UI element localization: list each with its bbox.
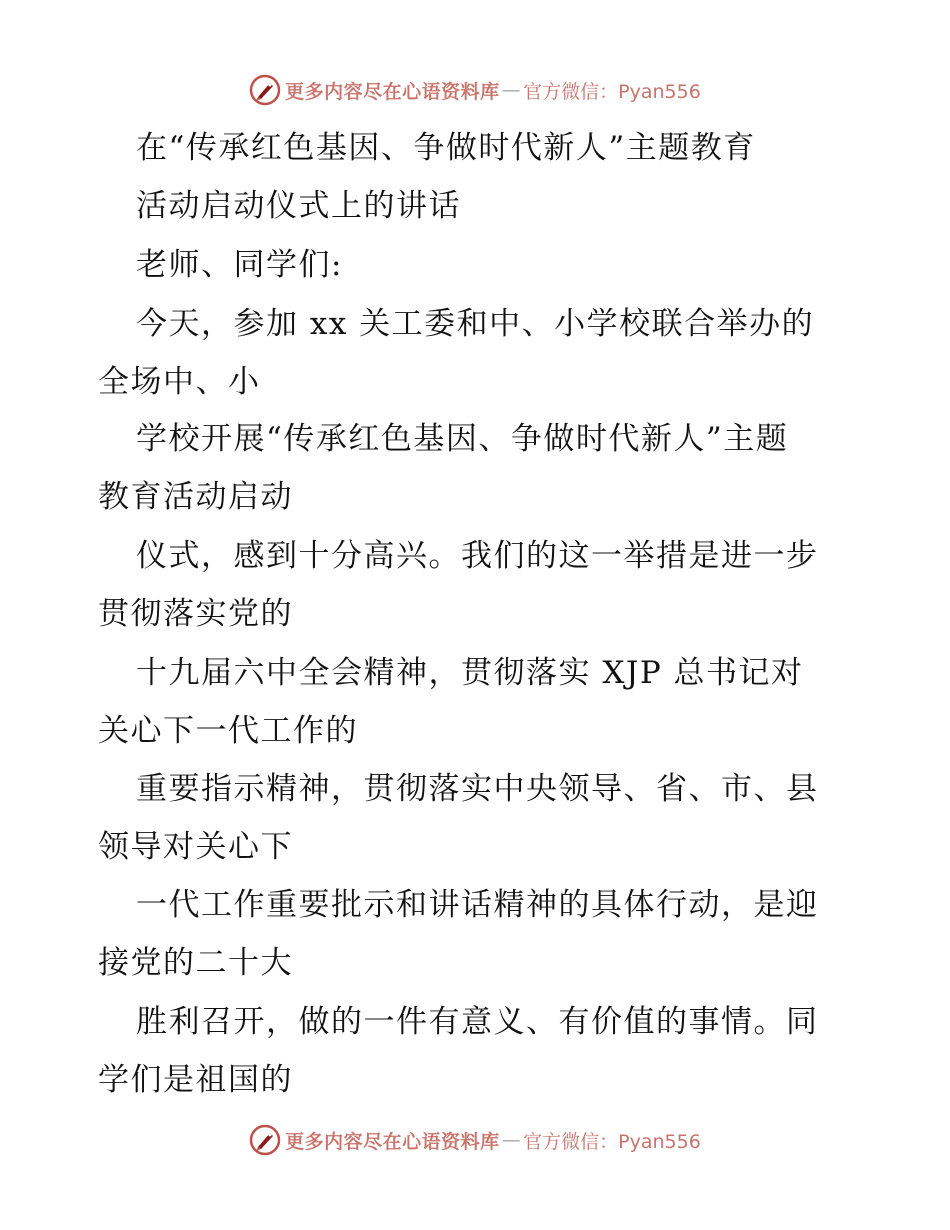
body-line: 重要指示精神，贯彻落实中央领导、省、市、县: [136, 771, 819, 807]
watermark-contact: 官方微信：Pyan556: [523, 80, 701, 103]
body-line: 全场中、小: [98, 364, 261, 400]
body-line: 关心下一代工作的: [98, 713, 358, 749]
watermark-contact: 官方微信：Pyan556: [523, 1130, 701, 1153]
title-line-1: 在“传承红色基因、争做时代新人”主题教育: [136, 130, 756, 166]
pen-nib-logo-icon: [249, 74, 281, 106]
watermark-site-text: 更多内容尽在心语资料库: [285, 1130, 500, 1153]
header-watermark: [0, 70, 950, 110]
watermark-site-text: 更多内容尽在心语资料库: [285, 80, 500, 103]
body-line: 学校开展“传承红色基因、争做时代新人”主题: [136, 421, 789, 457]
body-line: 胜利召开，做的一件有意义、有价值的事情。同: [136, 1004, 819, 1040]
watermark-separator: —: [501, 1129, 522, 1151]
body-line: 接党的二十大: [98, 945, 293, 981]
body-line: 十九届六中全会精神，贯彻落实 XJP 总书记对: [136, 655, 804, 691]
body-line: 教育活动启动: [98, 479, 293, 515]
pen-nib-logo-icon: [249, 1124, 281, 1156]
body-line: 今天，参加 xx 关工委和中、小学校联合举办的: [136, 306, 815, 342]
footer-watermark: [0, 1120, 950, 1160]
body-line: 贯彻落实党的: [98, 596, 293, 632]
salutation: 老师、同学们:: [136, 247, 343, 283]
body-line: 学们是祖国的: [98, 1062, 293, 1098]
watermark-separator: —: [501, 79, 522, 101]
body-line: 仪式，感到十分高兴。我们的这一举措是进一步: [136, 538, 819, 574]
body-line: 领导对关心下: [98, 829, 293, 865]
title-line-2: 活动启动仪式上的讲话: [136, 188, 461, 224]
body-line: 一代工作重要批示和讲话精神的具体行动，是迎: [136, 887, 819, 923]
